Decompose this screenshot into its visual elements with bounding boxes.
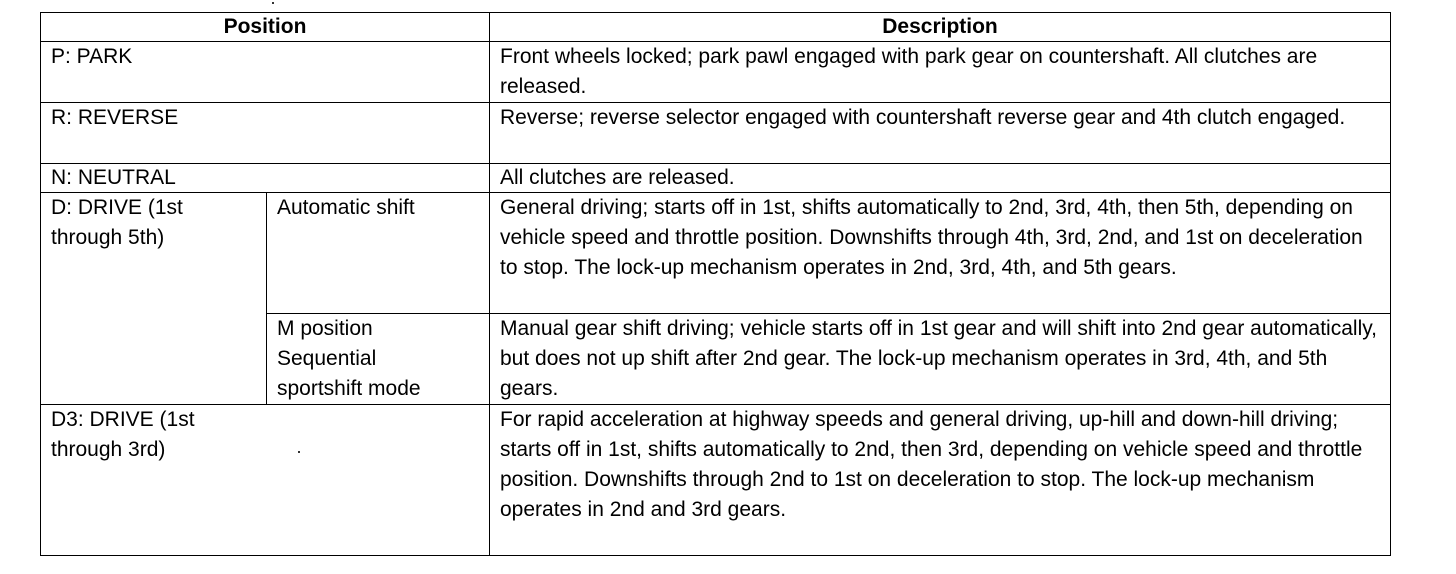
description-cell: Manual gear shift driving; vehicle starts off in 1st gear and will shift into 2nd gear automatically, but does not up shift after 2nd gear. The lock-up mechanism operates in 3rd, 4th, and 5th gears.	[490, 314, 1391, 405]
table-row	[41, 193, 1391, 314]
table-row	[41, 405, 1391, 556]
table-row	[41, 42, 1391, 103]
position-header: Position	[41, 13, 490, 42]
description-cell: For rapid acceleration at highway speeds and general driving, up-hill and down-hill driving; starts off in 1st, shifts automatically to 2nd, then 3rd, depending on vehicle speed and throttle position. Downshifts through 2nd to 1st on deceleration to stop. The lock-up mechanism operates in 2nd and 3rd gears.	[490, 405, 1391, 556]
scan-speck	[298, 451, 300, 453]
shift-lever-position-table	[40, 12, 1391, 556]
mode-cell: M position Sequential sportshift mode	[267, 314, 490, 405]
table-row	[41, 164, 1391, 193]
header-row	[41, 13, 1391, 42]
position-cell: D: DRIVE (1st through 5th)	[41, 193, 267, 405]
description-cell: Reverse; reverse selector engaged with countershaft reverse gear and 4th clutch engaged.	[490, 103, 1391, 164]
position-cell: N: NEUTRAL	[41, 164, 490, 193]
description-cell: General driving; starts off in 1st, shifts automatically to 2nd, 3rd, 4th, then 5th, depending on vehicle speed and throttle position. Downshifts through 4th, 3rd, 2nd, and 1st on deceleration to stop. The lock-up mechanism operates in 2nd, 3rd, 4th, and 5th gears.	[490, 193, 1391, 314]
description-cell: Front wheels locked; park pawl engaged with park gear on countershaft. All clutches are released.	[490, 42, 1391, 103]
mode-cell: Automatic shift	[267, 193, 490, 314]
scan-speck	[272, 2, 274, 4]
table-row	[41, 103, 1391, 164]
description-cell: All clutches are released.	[490, 164, 1391, 193]
position-cell: D3: DRIVE (1st through 3rd)	[41, 405, 490, 556]
position-cell: R: REVERSE	[41, 103, 490, 164]
position-cell: P: PARK	[41, 42, 490, 103]
description-header: Description	[490, 13, 1391, 42]
